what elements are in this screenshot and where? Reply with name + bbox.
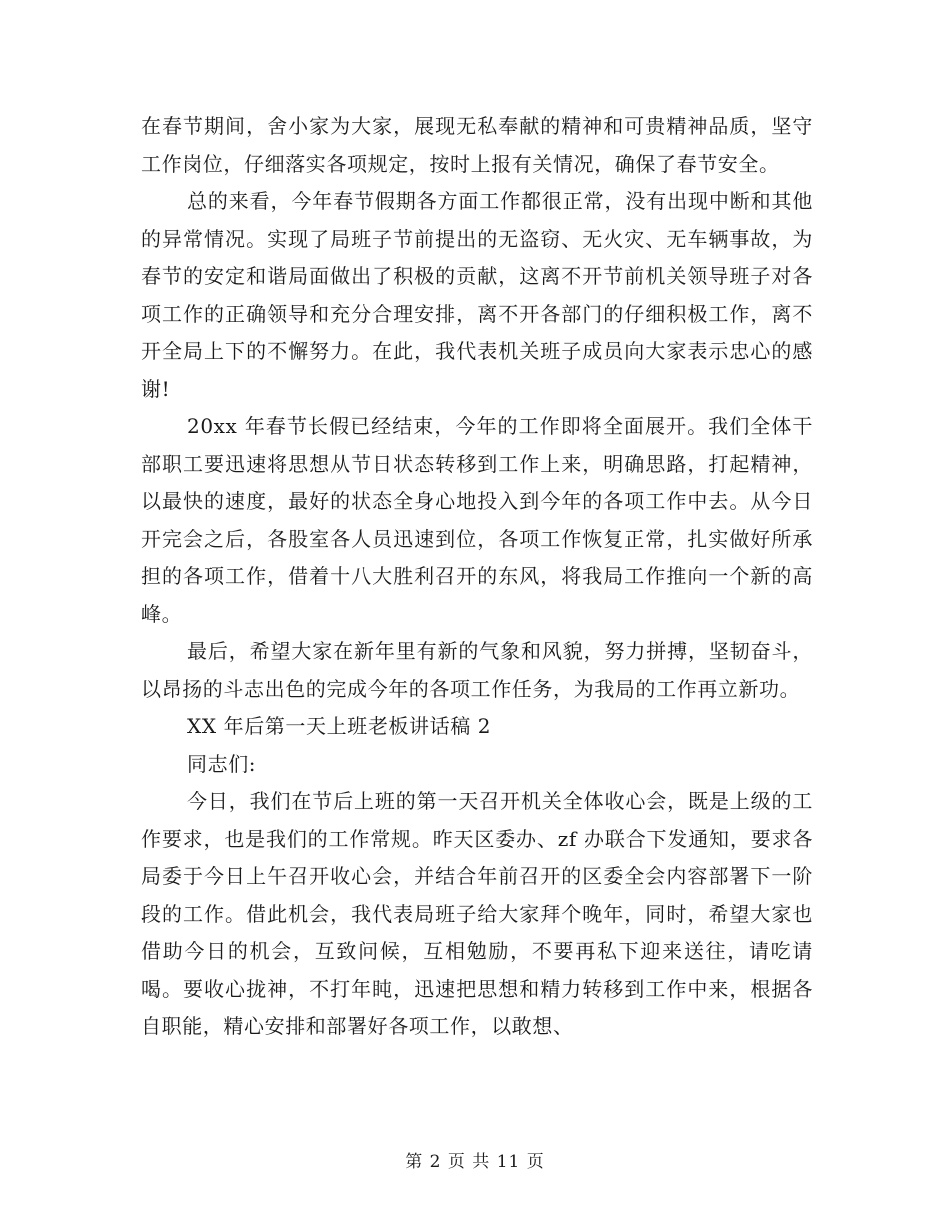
document-body — [141, 108, 813, 1046]
paragraph-summary: 总的来看，今年春节假期各方面工作都很正常，没有出现中断和其他的异常情况。实现了局班子节前提出的无盗窃、无火灾、无车辆事故，为春节的安定和谐局面做出了积极的贡献，这离不开节前机关领导班子对各项工作的正确领导和充分合理安排，离不开各部门的仔细积极工作，离不开全局上下的不懈努力。在此，我代表机关班子成员向大家表示忠心的感谢! — [141, 189, 813, 401]
paragraph-speech-opening: 今日，我们在节后上班的第一天召开机关全体收心会，既是上级的工作要求，也是我们的工作常规。昨天区委办、zf 办联合下发通知，要求各局委于今日上午召开收心会，并结合年前召开的区委全会内容部署下一阶段的工作。借此机会，我代表局班子给大家拜个晚年，同时，希望大家也借助今日的机会，互致问候，互相勉励，不要再私下迎来送往，请吃请喝。要收心拢神，不打年盹，迅速把思想和精力转移到工作中来，根据各自职能，精心安排和部署好各项工作，以敢想、 — [141, 789, 813, 1038]
paragraph-work-outlook: 20xx 年春节长假已经结束，今年的工作即将全面展开。我们全体干部职工要迅速将思想从节日状态转移到工作上来，明确思路，打起精神，以最快的速度，最好的状态全身心地投入到今年的各项工作中去。从今日开完会之后，各股室各人员迅速到位，各项工作恢复正常，扎实做好所承担的各项工作，借着十八大胜利召开的东风，将我局工作推向一个新的高峰。 — [141, 414, 813, 626]
page-number-footer: 第 2 页 共 11 页 — [405, 1152, 545, 1172]
speech-salutation: 同志们: — [187, 751, 257, 776]
speech-title: XX 年后第一天上班老板讲话稿 2 — [187, 714, 492, 738]
paragraph-closing: 最后，希望大家在新年里有新的气象和风貌，努力拼搏，坚韧奋斗，以昂扬的斗志出色的完成今年的各项工作任务，为我局的工作再立新功。 — [141, 639, 813, 701]
paragraph-continued: 在春节期间，舍小家为大家，展现无私奉献的精神和可贵精神品质，坚守工作岗位，仔细落实各项规定，按时上报有关情况，确保了春节安全。 — [141, 114, 813, 176]
